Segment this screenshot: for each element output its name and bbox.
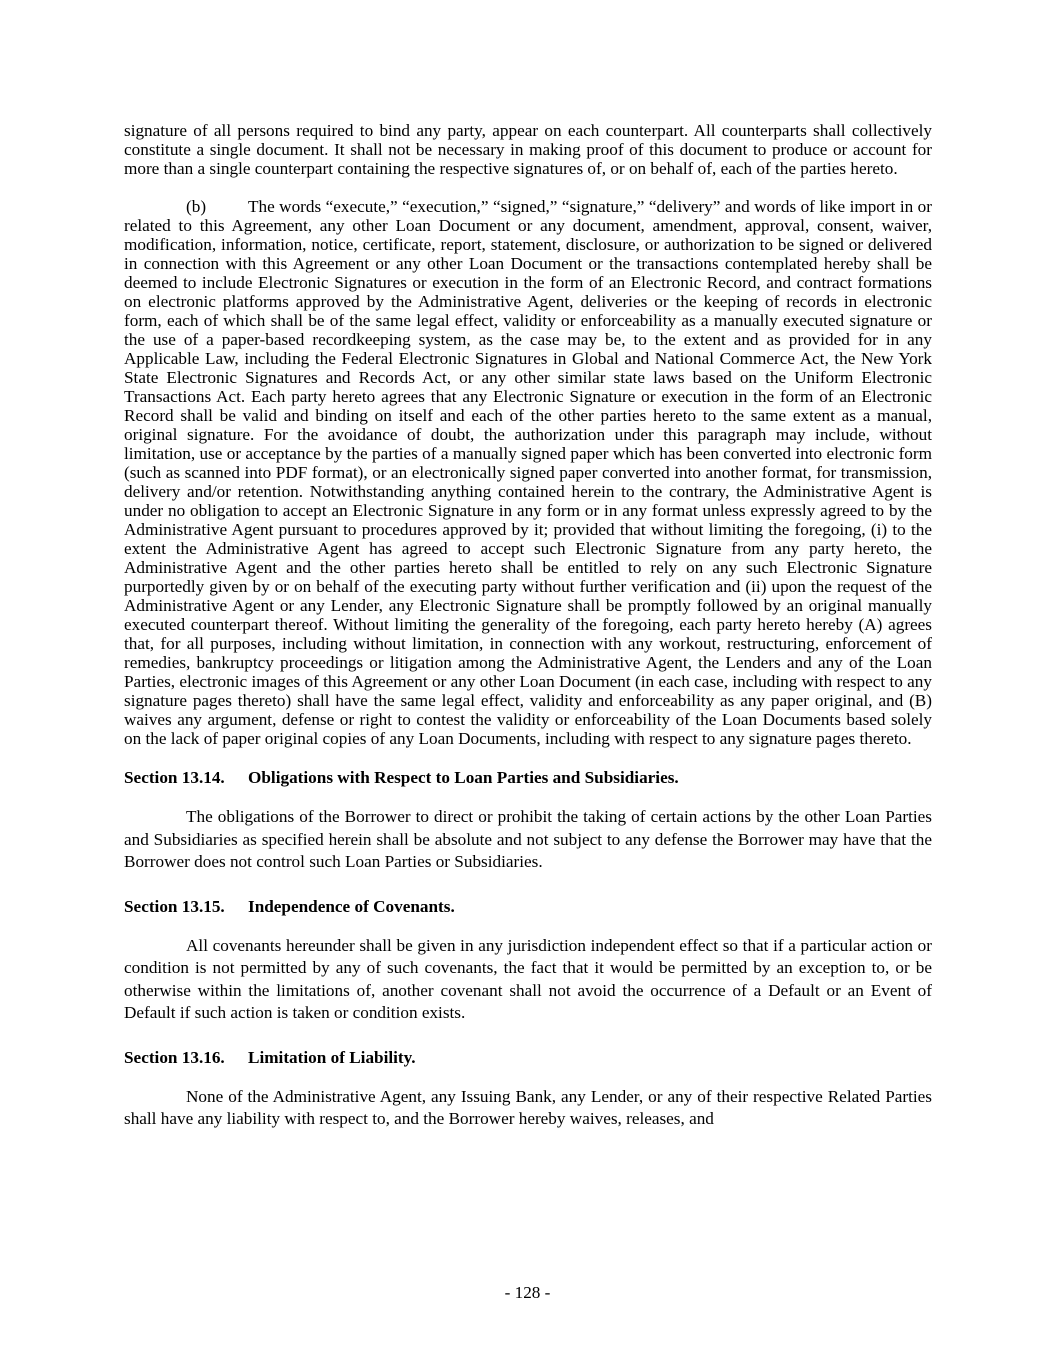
section-heading-13-14 — [124, 768, 932, 787]
section-heading-13-16 — [124, 1048, 932, 1067]
section-title: Obligations with Respect to Loan Parties and Subsidiaries. — [248, 768, 679, 787]
section-heading-13-15 — [124, 897, 932, 916]
paragraph-b — [124, 197, 932, 748]
paragraph-continuation: signature of all persons required to bind any party, appear on each counterpart. All counterparts shall collectively constitute a single document. It shall not be necessary in making proof of this document to produce or account for more than a single counterpart containing the respective signatures of, or on behalf of, each of the parties hereto. — [124, 121, 932, 178]
page-number: - 128 - — [504, 1283, 551, 1302]
paragraph-b-text: The words “execute,” “execution,” “signed,” “signature,” “delivery” and words of like import in or related to this Agreement, any other Loan Document or any document, amendment, approval, consent, waiver, modification, information, notice, certificate, report, statement, disclosure, or authorization to be signed or delivered in connection with this Agreement or any other Loan Document or the transactions contemplated hereby shall be deemed to include Electronic Signatures or execution in the form of an Electronic Record, and contract formations on electronic platforms approved by the Administrative Agent, deliveries or the keeping of records in electronic form, each of which shall be of the same legal effect, validity or enforceability as a manually executed signature or the use of a paper-based recordkeeping system, as the case may be, to the extent and as provided for in any Applicable Law, including the Federal Electronic Signatures in Global and National Commerce Act, the New York State Electronic Signatures and Records Act, or any other similar state laws based on the Uniform Electronic Transactions Act. Each party hereto agrees that any Electronic Signature or execution in the form of an Electronic Record shall be valid and binding on itself and each of the other parties hereto to the same extent as a manual, original signature. For the avoidance of doubt, the authorization under this paragraph may include, without limitation, use or acceptance by the parties of a manually signed paper which has been converted into electronic form (such as scanned into PDF format), or an electronically signed paper converted into another format, for transmission, delivery and/or retention. Notwithstanding anything contained herein to the contrary, the Administrative Agent is under no obligation to accept an Electronic Signature in any form or in any format unless expressly agreed to by the Administrative Agent pursuant to procedures approved by it; provided that without limiting the foregoing, (i) to the extent the Administrative Agent has agreed to accept such Electronic Signature from any party hereto, the Administrative Agent and the other parties hereto shall be entitled to rely on any such Electronic Signature purportedly given by or on behalf of the executing party without further verification and (ii) upon the request of the Administrative Agent or any Lender, any Electronic Signature shall be promptly followed by an original manually executed counterpart thereof. Without limiting the generality of the foregoing, each party hereto hereby (A) agrees that, for all purposes, including without limitation, in connection with any workout, restructuring, enforcement of remedies, bankruptcy proceedings or litigation among the Administrative Agent, the Lenders and any of the Loan Parties, electronic images of this Agreement or any other Loan Document (in each case, including with respect to any signature pages thereto) shall have the same legal effect, validity and enforceability as any paper original, and (B) waives any argument, defense or right to contest the validity or enforceability of the Loan Documents based solely on the lack of paper original copies of any Loan Documents, including with respect to any signature pages thereto. — [124, 197, 932, 748]
section-number: Section 13.15. — [124, 896, 225, 916]
section-body-text: The obligations of the Borrower to direct or prohibit the taking of certain actions by the other Loan Parties and Subsidiaries as specified herein shall be absolute and not subject to any defense the Borrower may have that the Borrower does not control such Loan Parties or Subsidiaries. — [124, 807, 932, 871]
section-body-text: All covenants hereunder shall be given in any jurisdiction independent effect so that if a particular action or condition is not permitted by any of such covenants, the fact that it would be permitted by an exception to, or be otherwise within the limitations of, another covenant shall not avoid the occurrence of a Default or an Event of Default if such action is taken or condition exists. — [124, 935, 932, 1022]
document-page — [124, 121, 932, 1131]
section-title: Limitation of Liability. — [248, 1047, 416, 1067]
section-body-13-16 — [124, 1086, 932, 1131]
section-number: Section 13.16. — [124, 1047, 225, 1067]
section-body-text: None of the Administrative Agent, any Issuing Bank, any Lender, or any of their respective Related Parties shall have any liability with respect to, and the Borrower hereby waives, releases, and — [124, 1086, 932, 1128]
section-body-13-15 — [124, 935, 932, 1025]
paragraph-b-label: (b) — [186, 197, 207, 216]
section-body-13-14 — [124, 806, 932, 874]
section-number: Section 13.14. — [124, 768, 225, 787]
section-title: Independence of Covenants. — [248, 896, 455, 916]
